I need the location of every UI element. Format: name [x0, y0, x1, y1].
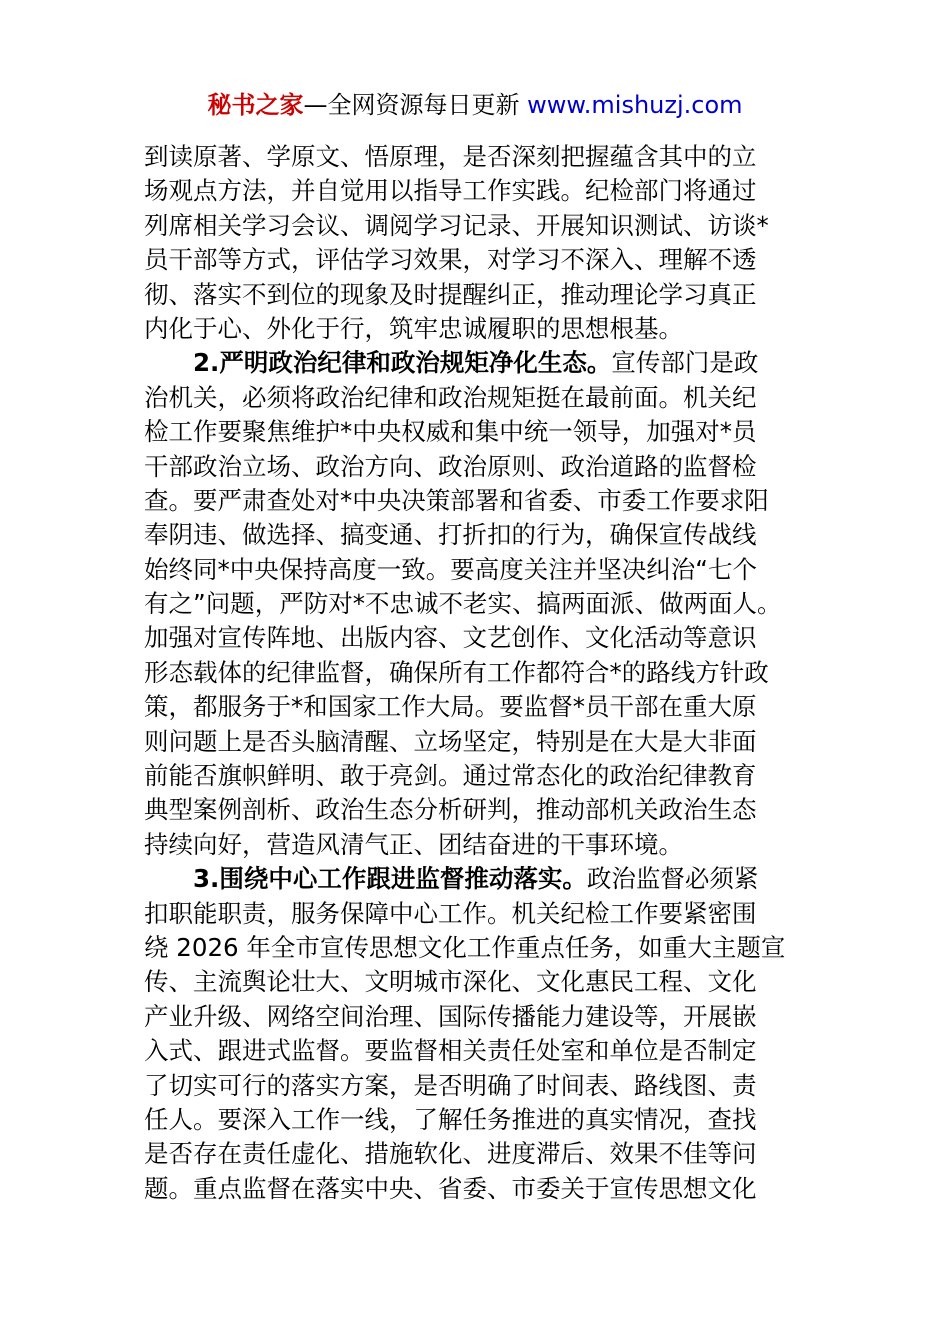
paragraph-3-lead-text: 政治监督必须紧 — [586, 864, 759, 894]
paragraph-2-heading: 2.严明政治纪律和政治规矩净化生态。 — [193, 348, 612, 378]
paragraph-3-heading: 3.围绕中心工作跟进监督推动落实。 — [193, 864, 587, 894]
website-link[interactable]: www.mishuzj.com — [527, 91, 743, 119]
text-line: 扣职能职责，服务保障中心工作。机关纪检工作要紧密围 — [144, 898, 757, 928]
paragraph-2-lead-text: 宣传部门是政 — [611, 348, 759, 378]
text-line: 则问题上是否头脑清醒、立场坚定，特别是在大是大非面 — [144, 726, 757, 756]
text-line: 前能否旗帜鲜明、敢于亮剑。通过常态化的政治纪律教育 — [144, 761, 757, 791]
text-line: 了切实可行的落实方案，是否明确了时间表、路线图、责 — [144, 1070, 757, 1100]
text-line: 场观点方法，并自觉用以指导工作实践。纪检部门将通过 — [144, 176, 757, 206]
text-line: 始终同*中央保持高度一致。要高度关注并坚决纠治“七个 — [144, 554, 757, 584]
brand-name: 秘书之家 — [207, 91, 304, 119]
paragraph-2-first-line — [144, 346, 814, 380]
text-line: 入式、跟进式监督。要监督相关责任处室和单位是否制定 — [144, 1036, 757, 1066]
text-line: 到读原著、学原文、悟原理，是否深刻把握蕴含其中的立 — [144, 142, 757, 171]
text-line: 有之”问题，严防对*不忠诚不老实、搞两面派、做两面人。 — [144, 589, 782, 619]
text-line: 产业升级、网络空间治理、国际传播能力建设等，开展嵌 — [144, 1001, 757, 1031]
text-line: 是否存在责任虚化、措施软化、进度滞后、效果不佳等问 — [144, 1139, 757, 1169]
document-body — [144, 140, 814, 1206]
text-line: 任人。要深入工作一线，了解任务推进的真实情况，查找 — [144, 1104, 757, 1134]
text-line: 持续向好，营造风清气正、团结奋进的干事环境。 — [144, 829, 683, 859]
text-line: 传、主流舆论壮大、文明城市深化、文化惠民工程、文化 — [144, 967, 757, 997]
page-header — [0, 88, 950, 122]
text-line: 检工作要聚焦维护*中央权威和集中统一领导，加强对*员 — [144, 417, 757, 447]
paragraph-3-first-line — [144, 862, 814, 896]
text-line: 加强对宣传阵地、出版内容、文艺创作、文化活动等意识 — [144, 623, 757, 653]
text-line: 干部政治立场、政治方向、政治原则、政治道路的监督检 — [144, 451, 757, 481]
text-line: 治机关，必须将政治纪律和政治规矩挺在最前面。机关纪 — [144, 382, 757, 412]
text-line: 题。重点监督在落实中央、省委、市委关于宣传思想文化 — [144, 1173, 757, 1203]
text-line: 查。要严肃查处对*中央决策部署和省委、市委工作要求阳 — [144, 485, 769, 515]
text-line: 绕 2026 年全市宣传思想文化工作重点任务，如重大主题宣 — [144, 932, 786, 962]
text-line: 奉阴违、做选择、搞变通、打折扣的行为，确保宣传战线 — [144, 520, 757, 550]
text-line: 策，都服务于*和国家工作大局。要监督*员干部在重大原 — [144, 692, 757, 722]
text-line: 彻、落实不到位的现象及时提醒纠正，推动理论学习真正 — [144, 279, 757, 309]
header-slogan: —全网资源每日更新 — [303, 91, 520, 119]
text-line: 内化于心、外化于行，筑牢忠诚履职的思想根基。 — [144, 313, 683, 343]
text-line: 典型案例剖析、政治生态分析研判，推动部机关政治生态 — [144, 795, 757, 825]
text-line: 形态载体的纪律监督，确保所有工作都符合*的路线方针政 — [144, 657, 769, 687]
text-line: 员干部等方式，评估学习效果，对学习不深入、理解不透 — [144, 245, 757, 275]
text-line: 列席相关学习会议、调阅学习记录、开展知识测试、访谈* — [144, 210, 769, 240]
